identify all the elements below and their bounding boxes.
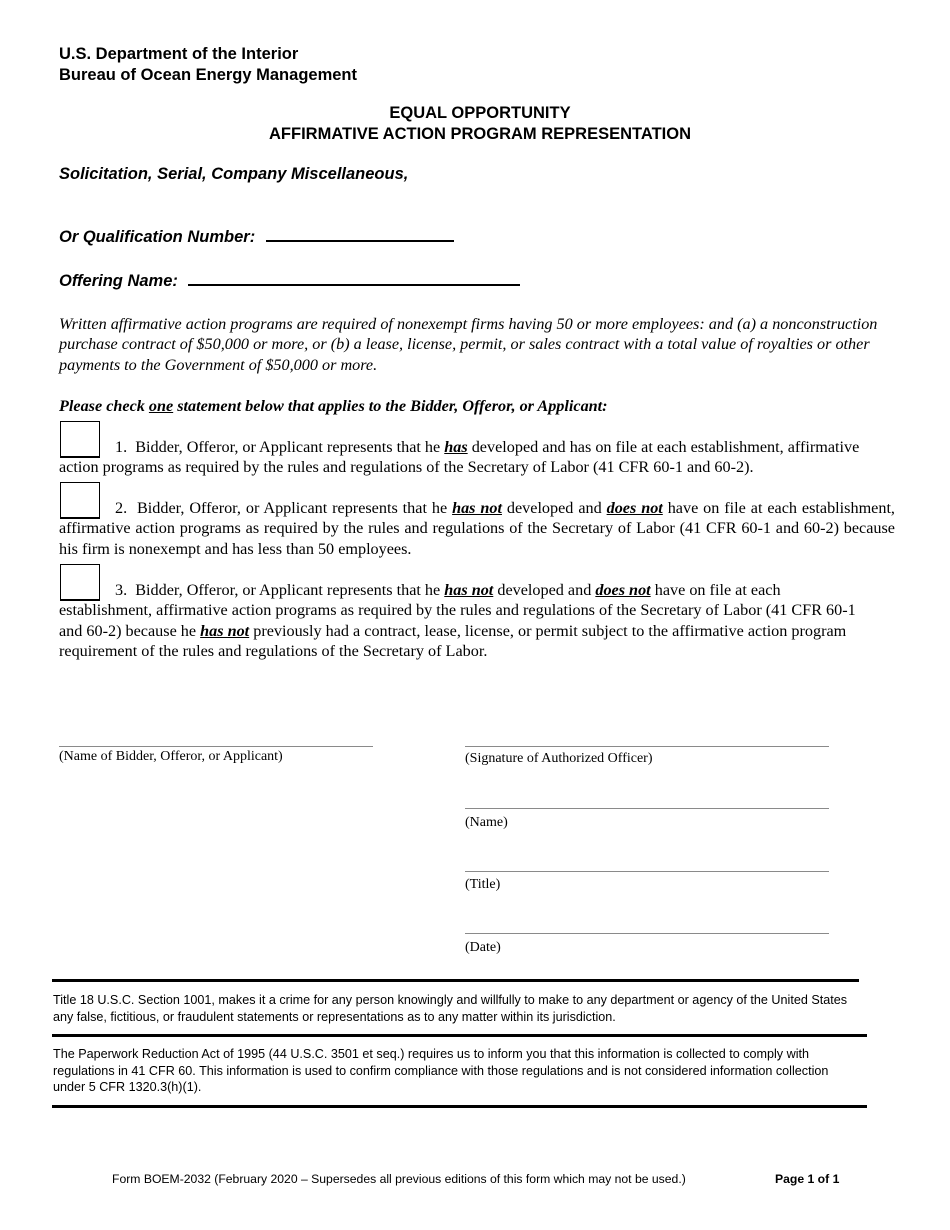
offering-name-label: Offering Name: (59, 272, 178, 290)
option-2-emphasis2: does not (606, 499, 663, 517)
date-label: (Date) (465, 940, 501, 955)
option-3-part4: previously had a contract, lease, license, or permit subject to the affirmative action program requirement of the rules and regulations of the Secretary of Labor. (59, 621, 847, 661)
option-1-part2: developed and has on file at each establishment, affirmative action programs as required by the rules and regulations of the Secretary of Labor (41 CFR 60-1 and 60-2). (59, 438, 860, 477)
option-3-part3: have on file at each establishment, affirmative action programs as required by the rules and regulations of the Secretary of Labor (41 CFR 60-1 and 60-2) because he (59, 581, 856, 640)
option-3-number: 3. (115, 581, 128, 599)
agency-bureau: Bureau of Ocean Energy Management (59, 66, 357, 84)
option-3-emphasis1: has not (444, 581, 494, 599)
form-title-line2: AFFIRMATIVE ACTION PROGRAM REPRESENTATION (269, 125, 691, 143)
option-3-part1: Bidder, Offeror, or Applicant represents that he (135, 581, 445, 599)
qualification-number-row (59, 226, 454, 247)
officer-title-label: (Title) (465, 877, 501, 892)
officer-signature-label: (Signature of Authorized Officer) (465, 751, 653, 766)
officer-name-label: (Name) (465, 815, 508, 830)
page-number: Page 1 of 1 (775, 1172, 840, 1186)
form-title-line1: EQUAL OPPORTUNITY (389, 104, 571, 122)
instruction-after: statement below that applies to the Bidder, Offeror, or Applicant: (173, 397, 608, 415)
notice-divider-middle (52, 1034, 867, 1037)
qualification-number-field[interactable] (266, 226, 454, 242)
bidder-name-line[interactable] (59, 746, 373, 747)
option-3-emphasis2: does not (595, 581, 651, 599)
option-1-text (59, 437, 895, 478)
option-2-part1: Bidder, Offeror, or Applicant represents that he (136, 499, 453, 517)
date-line[interactable] (465, 933, 829, 934)
option-3-emphasis3: has not (200, 621, 250, 640)
notice-divider-top (52, 979, 859, 982)
qualification-number-label: Or Qualification Number: (59, 228, 256, 246)
option-1-emphasis1: has (444, 438, 468, 456)
option-2-text (59, 498, 895, 559)
option-3-part2: developed and (493, 581, 596, 599)
notice-divider-bottom (52, 1105, 867, 1108)
intro-paragraph: Written affirmative action programs are required of nonexempt firms having 50 or more employees: and (a) a nonconstruction purchase contract of $50,000 or more, or (b) a lease, license, permit, or sales contract with a total value of royalties or other payments to the Government of $50,000 or more. (59, 315, 878, 374)
form-id: Form BOEM-2032 (February 2020 – Supersedes all previous editions of this form which may not be used.) (112, 1172, 686, 1186)
officer-title-line[interactable] (465, 871, 829, 872)
option-3-text (59, 580, 875, 662)
bidder-name-label: (Name of Bidder, Offeror, or Applicant) (59, 749, 283, 764)
solicitation-label: Solicitation, Serial, Company Miscellaneous, (59, 165, 409, 183)
option-1-part1: Bidder, Offeror, or Applicant represents that he (135, 438, 445, 456)
offering-name-row (59, 270, 520, 291)
option-2-emphasis1: has not (452, 499, 502, 517)
offering-name-field[interactable] (188, 270, 520, 286)
agency-block (59, 44, 357, 86)
officer-signature-line[interactable] (465, 746, 829, 747)
option-1-number: 1. (115, 438, 128, 456)
option-2-number: 2. (115, 499, 128, 517)
option-2-part2: developed and (501, 499, 607, 517)
paperwork-notice: The Paperwork Reduction Act of 1995 (44 U.S.C. 3501 et seq.) requires us to inform you that this information is collected to comply with regulations in 41 CFR 60. This information is used to confirm compliance with those regulations and is not considered information collection under 5 CFR 1320.3(h)(1). (53, 1047, 829, 1094)
title18-notice: Title 18 U.S.C. Section 1001, makes it a crime for any person knowingly and willfully to make to any department or agency of the United States any false, fictitious, or fraudulent statements or representations as to any matter within its jurisdiction. (53, 993, 848, 1024)
instruction-emphasis: one (148, 397, 174, 415)
agency-department: U.S. Department of the Interior (59, 45, 299, 63)
instruction-before: Please check (59, 397, 149, 415)
officer-name-line[interactable] (465, 808, 829, 809)
option-2-part3: have on file at each establishment, affirmative action programs as required by the rules and regulations of the Secretary of Labor (41 CFR 60-1 and 60-2) because his firm is nonexempt and has less than 50 employees. (59, 499, 895, 558)
instruction-text (59, 396, 895, 416)
